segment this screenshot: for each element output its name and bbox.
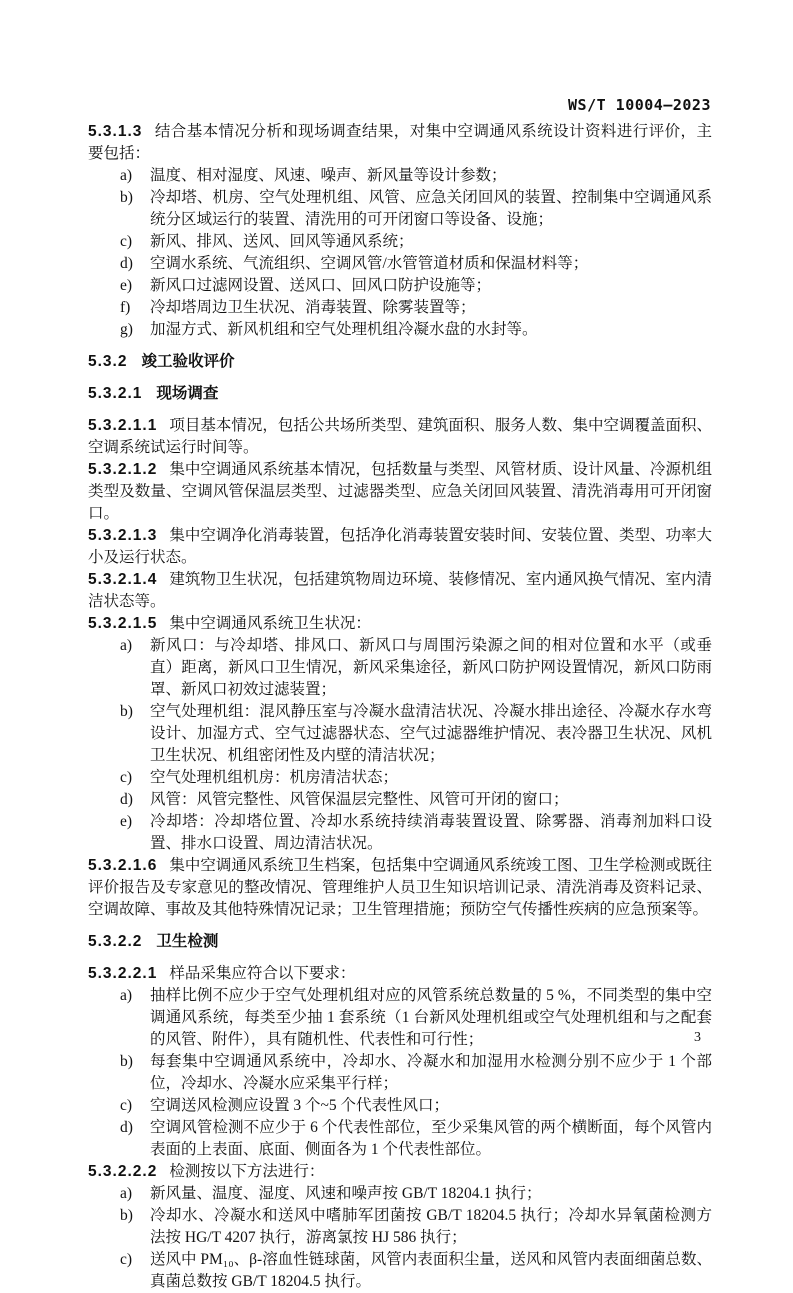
body-text: 冷却塔：冷却塔位置、冷却水系统持续消毒装置设置、除雾器、消毒剂加料口设置、排水口设置、周边清洁状况。 (150, 813, 712, 852)
item-label: c) (120, 233, 133, 250)
document-content (88, 121, 712, 1293)
body-text: 集中空调通风系统基本情况，包括数量与类型、风管材质、设计风量、冷源机组类型及数量、空调风管保温层类型、过滤器类型、应急关闭回风装置、清洗消毒用可开闭窗口。 (88, 461, 712, 522)
body-text: 集中空调净化消毒装置，包括净化消毒装置安装时间、安装位置、类型、功率大小及运行状态。 (88, 527, 712, 566)
clause-number: 5.3.2.1.3 (88, 527, 158, 544)
item-label: f) (120, 299, 131, 316)
clause-paragraph (88, 613, 712, 635)
list-item (88, 319, 712, 341)
list-item (88, 1205, 712, 1249)
list-item (88, 253, 712, 275)
list-item (88, 701, 712, 767)
section-heading (88, 931, 712, 953)
list-item (88, 231, 712, 253)
page-number: 3 (694, 1030, 701, 1045)
clause-number: 5.3.2.2.2 (88, 1163, 158, 1180)
clause-paragraph (88, 415, 712, 459)
item-label: d) (120, 255, 133, 272)
body-text: 项目基本情况，包括公共场所类型、建筑面积、服务人数、集中空调覆盖面积、空调系统试运行时间等。 (88, 417, 712, 456)
list-item (88, 297, 712, 319)
clause-number: 5.3.2.1.6 (88, 857, 158, 874)
item-label: c) (120, 769, 133, 786)
heading-text: 竣工验收评价 (141, 353, 235, 370)
clause-paragraph (88, 121, 712, 165)
body-text: 建筑物卫生状况，包括建筑物周边环境、装修情况、室内通风换气情况、室内清洁状态等。 (88, 571, 712, 610)
list-item (88, 1183, 712, 1205)
heading-text: 现场调查 (156, 385, 219, 402)
body-text: 新风量、温度、湿度、风速和噪声按 GB/T 18204.1 执行； (150, 1185, 542, 1202)
body-text: 送风中 PM₁₀、β-溶血性链球菌，风管内表面积尘量，送风和风管内表面细菌总数、真菌总数按 GB/T 18204.5 执行。 (150, 1251, 712, 1290)
body-text: 每套集中空调通风系统中，冷却水、冷凝水和加湿用水检测分别不应少于 1 个部位，冷却水、冷凝水应采集平行样； (150, 1053, 712, 1092)
body-text: 加湿方式、新风机组和空气处理机组冷凝水盘的水封等。 (150, 321, 538, 338)
list-item (88, 985, 712, 1051)
clause-paragraph (88, 525, 712, 569)
item-label: a) (120, 167, 133, 184)
clause-number: 5.3.2.1.5 (88, 615, 158, 632)
list-item (88, 767, 712, 789)
list-item (88, 1051, 712, 1095)
body-text: 风管：风管完整性、风管保温层完整性、风管可开闭的窗口； (150, 791, 569, 808)
item-label: a) (120, 1185, 133, 1202)
item-label: e) (120, 277, 133, 294)
item-label: d) (120, 791, 133, 808)
body-text: 空调送风检测应设置 3 个~5 个代表性风口； (150, 1097, 450, 1114)
clause-paragraph (88, 963, 712, 985)
body-text: 结合基本情况分析和现场调查结果，对集中空调通风系统设计资料进行评价，主要包括： (88, 123, 712, 162)
clause-number: 5.3.2.1.1 (88, 417, 158, 434)
item-label: b) (120, 703, 133, 720)
item-label: g) (120, 321, 133, 338)
list-item (88, 275, 712, 297)
item-label: a) (120, 987, 133, 1004)
body-text: 新风口过滤网设置、送风口、回风口防护设施等； (150, 277, 492, 294)
clause-number: 5.3.2.1 (88, 385, 143, 402)
list-item (88, 811, 712, 855)
clause-number: 5.3.2 (88, 353, 128, 370)
body-text: 抽样比例不应少于空气处理机组对应的风管系统总数量的 5 %，不同类型的集中空调通风系统，每类至少抽 1 套系统（1 台新风处理机组或空气处理机组和与之配套的风管、附件），具有随机性、代表性和可行性； (150, 987, 712, 1048)
clause-paragraph (88, 855, 712, 921)
list-item (88, 165, 712, 187)
clause-paragraph (88, 569, 712, 613)
list-item (88, 1249, 712, 1293)
item-label: d) (120, 1119, 133, 1136)
clause-number: 5.3.2.1.4 (88, 571, 158, 588)
item-label: b) (120, 189, 133, 206)
body-text: 集中空调通风系统卫生状况： (169, 615, 371, 632)
list-item (88, 1095, 712, 1117)
body-text: 温度、相对湿度、风速、噪声、新风量等设计参数； (150, 167, 507, 184)
clause-number: 5.3.2.2 (88, 933, 143, 950)
item-label: c) (120, 1251, 133, 1268)
clause-number: 5.3.1.3 (88, 123, 143, 140)
body-text: 冷却塔周边卫生状况、消毒装置、除雾装置等； (150, 299, 476, 316)
clause-paragraph (88, 459, 712, 525)
body-text: 空调水系统、气流组织、空调风管/水管管道材质和保温材料等； (150, 255, 589, 272)
clause-number: 5.3.2.2.1 (88, 965, 158, 982)
body-text: 样品采集应符合以下要求： (169, 965, 356, 982)
section-heading (88, 383, 712, 405)
body-text: 检测按以下方法进行： (169, 1163, 325, 1180)
list-item (88, 789, 712, 811)
item-label: b) (120, 1207, 133, 1224)
body-text: 新风口：与冷却塔、排风口、新风口与周围污染源之间的相对位置和水平（或垂直）距离，新风口卫生情况，新风采集途径，新风口防护网设置情况，新风口防雨罩、新风口初效过滤装置； (150, 637, 712, 698)
item-label: b) (120, 1053, 133, 1070)
item-label: a) (120, 637, 133, 654)
body-text: 集中空调通风系统卫生档案，包括集中空调通风系统竣工图、卫生学检测或既往评价报告及专家意见的整改情况、管理维护人员卫生知识培训记录、清洗消毒及资料记录、空调故障、事故及其他特殊情况记录；卫生管理措施；预防空气传播性疾病的应急预案等。 (88, 857, 712, 918)
body-text: 冷却水、冷凝水和送风中嗜肺军团菌按 GB/T 18204.5 执行；冷却水异氧菌检测方法按 HG/T 4207 执行，游离氯按 HJ 586 执行； (150, 1207, 712, 1246)
clause-number: 5.3.2.1.2 (88, 461, 158, 478)
body-text: 空气处理机组机房：机房清洁状态； (150, 769, 399, 786)
standard-code-header: WS/T 10004—2023 (568, 96, 711, 114)
item-label: e) (120, 813, 133, 830)
list-item (88, 187, 712, 231)
body-text: 冷却塔、机房、空气处理机组、风管、应急关闭回风的装置、控制集中空调通风系统分区域运行的装置、清洗用的可开闭窗口等设备、设施； (150, 189, 712, 228)
body-text: 新风、排风、送风、回风等通风系统； (150, 233, 414, 250)
list-item (88, 635, 712, 701)
body-text: 空调风管检测不应少于 6 个代表性部位，至少采集风管的两个横断面，每个风管内表面的上表面、底面、侧面各为 1 个代表性部位。 (150, 1119, 712, 1158)
body-text: 空气处理机组：混风静压室与冷凝水盘清洁状况、冷凝水排出途径、冷凝水存水弯设计、加湿方式、空气过滤器状态、空气过滤器维护情况、表冷器卫生状况、风机卫生状况、机组密闭性及内壁的清洁状况； (150, 703, 712, 764)
section-heading (88, 351, 712, 373)
clause-paragraph (88, 1161, 712, 1183)
item-label: c) (120, 1097, 133, 1114)
list-item (88, 1117, 712, 1161)
heading-text: 卫生检测 (156, 933, 219, 950)
